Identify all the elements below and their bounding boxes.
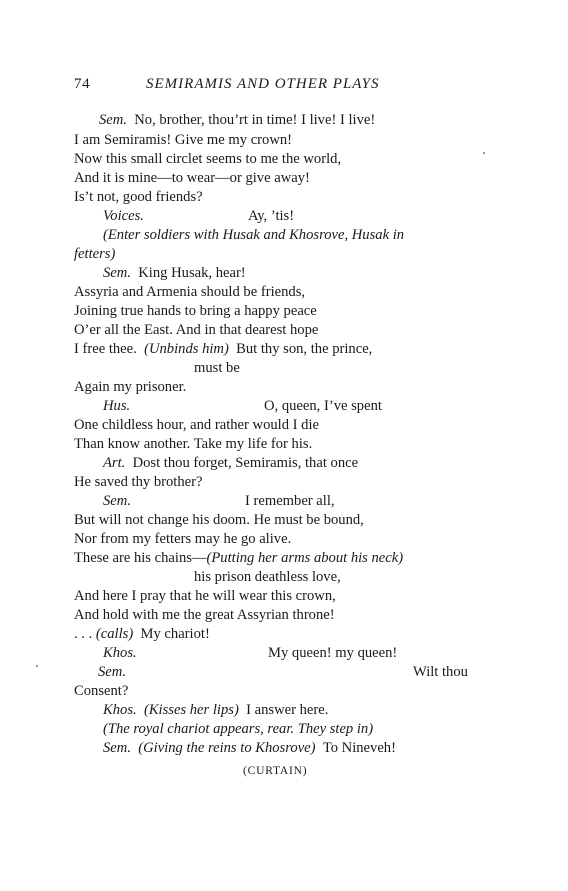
verse-line: And hold with me the great Assyrian throne! [74,607,335,623]
speech-text: I free thee. [74,341,137,357]
speech-text: Ay, ’tis! [248,208,295,224]
speaker-name: Khos. [103,645,137,661]
speech-text: My chariot! [140,626,210,642]
speaker-name: Hus. [103,398,131,414]
speech-text: I remember all, [245,493,335,509]
verse-line [98,663,126,681]
verse-line [103,264,246,282]
speech-text: But thy son, the prince, [236,341,373,357]
print-speck [36,665,38,667]
verse-line: Than know another. Take my life for his. [74,436,313,452]
verse-line [103,207,144,225]
speech-text: Wilt thou [413,664,468,680]
verse-line [103,701,328,719]
verse-line: O’er all the East. And in that dearest hope [74,322,319,338]
stage-direction: (Giving the reins to Khosrove) [138,740,316,756]
verse-line: I am Semiramis! Give me my crown! [74,132,293,148]
verse-line: And here I pray that he will wear this crown, [74,588,336,604]
speech-text: To Nineveh! [322,740,396,756]
speaker-name: Voices. [103,208,144,224]
speaker-name: Sem. [99,112,127,128]
verse-line [103,454,358,472]
verse-line [103,397,130,415]
speech-text: Dost thou forget, Semiramis, that once [132,455,359,471]
verse-line: One childless hour, and rather would I die [74,417,320,433]
speech-text: My queen! my queen! [268,645,398,661]
verse-line: And it is mine—to wear—or give away! [74,170,310,186]
stage-direction: fetters) [74,246,116,262]
stage-direction: (calls) [95,626,134,642]
speaker-name: Sem. [103,493,131,509]
verse-line [103,492,131,510]
verse-line: Assyria and Armenia should be friends, [74,284,306,300]
verse-line [103,739,396,757]
speech-text: O, queen, I’ve spent [264,398,382,414]
stage-direction: (Kisses her lips) [143,702,239,718]
verse-line [103,644,137,662]
verse-line [74,549,403,567]
speaker-name: Khos. [103,702,137,718]
running-title: SEMIRAMIS AND OTHER PLAYS [146,76,380,92]
verse-line: Nor from my fetters may he go alive. [74,531,292,547]
speaker-name: Sem. [103,265,131,281]
verse-line [99,111,375,129]
verse-line: Consent? [74,683,129,699]
verse-line: Again my prisoner. [74,379,187,395]
stage-direction: (Enter soldiers with Husak and Khosrove, Husak in [103,227,405,243]
ellipsis: . . . [74,626,93,642]
stage-direction: (The royal chariot appears, rear. They step in) [103,721,374,737]
print-speck [483,152,485,154]
page-number: 74 [74,76,91,92]
stage-direction: (Unbinds him) [144,341,229,357]
verse-line: must be [194,360,240,376]
verse-line: He saved thy brother? [74,474,203,490]
page-header [74,76,494,93]
verse-line: Joining true hands to bring a happy peace [74,303,317,319]
verse-line: his prison deathless love, [194,569,341,585]
verse-line: Is’t not, good friends? [74,189,203,205]
speaker-name: Sem. [103,740,131,756]
verse-line [74,340,372,358]
speech-text: No, brother, thou’rt in time! I live! I live! [134,112,376,128]
curtain-direction: (CURTAIN) [243,765,308,777]
speech-text: I answer here. [246,702,329,718]
speech-text: King Husak, hear! [138,265,246,281]
speech-text: These are his chains— [74,550,207,566]
verse-line: But will not change his doom. He must be bound, [74,512,364,528]
verse-line [74,625,210,643]
stage-direction: (Putting her arms about his neck) [206,550,404,566]
speaker-name: Art. [103,455,126,471]
verse-line: Now this small circlet seems to me the world, [74,151,342,167]
speaker-name: Sem. [98,664,126,680]
